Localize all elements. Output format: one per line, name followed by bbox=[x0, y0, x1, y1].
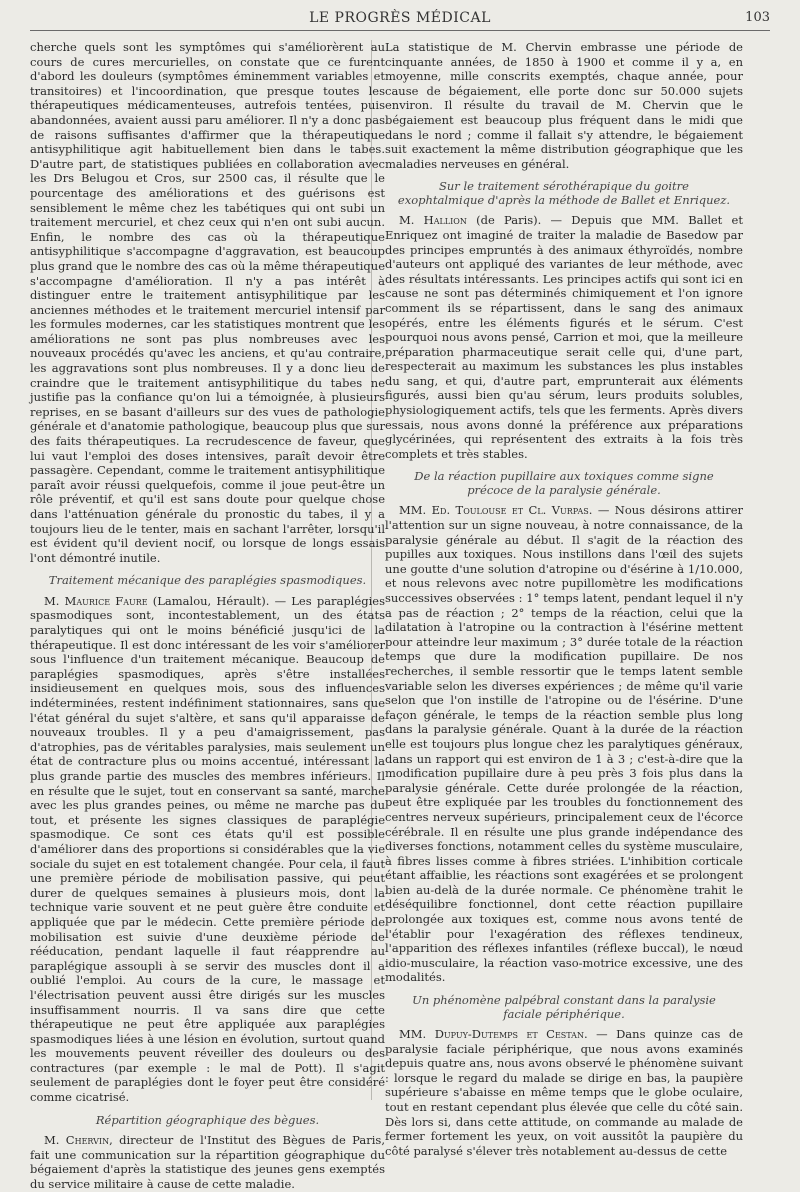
paragraph-text: (de Paris). — Depuis que MM. Ballet et Enriquez ont imaginé de traiter la maladie de Basedow par des principes empruntés à des animaux éthyroïdés, nombre d'auteurs ont appliqué des variantes de leur méthode, avec des résultats intéressants. Les principes actifs qui sont ici en cause ne sont pas déterminés chimiquement et l'on ignore comment ils se répartissent, dans le sang des animaux opérés, entre les éléments figurés et le sérum. C'est pourquoi nous avons pensé, Carrion et moi, que la meilleure préparation pharmaceutique serait celle qui, d'une part, respecterait au maximum les substances les plus instables du sang, et qui, d'autre part, emprunterait aux éléments figurés, aussi bien qu'au sérum, leurs produits solubles, physiologiquement actifs, tels que les ferments. Après divers essais, nous avons donné la préférence aux préparations glycérinées, qui représentent des extraits à la fois très complets et très stables. bbox=[385, 213, 743, 461]
author-name: M. Maurice Faure bbox=[44, 593, 148, 608]
paragraph bbox=[30, 1133, 385, 1191]
running-header bbox=[30, 10, 770, 31]
paragraph-text: (Lamalou, Hérault). — Les paraplégies spasmodiques sont, incontestablement, un des états paralytiques qui ont le moins bénéficié jusqu'ici de la thérapeutique. Il est donc intéressant de les voir s'améliorer sous l'influence d'un traitement mécanique. Beaucoup de paraplégies spasmodiques, après s'être installées insidieusement en quelques mois, sous des influences indéterminées, restent indéfiniment stationnaires, sans que l'état général du sujet s'altère, et sans qu'il apparaisse de nouveaux troubles. Il y a peu d'amaigrissement, pas d'atrophies, pas de véritables paralysies, mais seulement un état de contracture plus ou moins accentué, intéressant la plus grande partie des muscles des membres inférieurs. Il en résulte que le sujet, tout en conservant sa santé, marche avec les plus grandes peines, ou même ne marche pas du tout, et présente les signes classiques de paraplégie spasmodique. Ce sont ces états qu'il est possible d'améliorer dans des proportions si considérables que la vie sociale du sujet en est totalement changée. Pour cela, il faut une première période de mobilisation passive, qui peut durer de quelques semaines à plusieurs mois, dont la technique varie souvent et ne peut guère être conduite et appliquée que par le médecin. Cette première période de mobilisation est suivie d'une deuxième période de rééducation, pendant laquelle il faut réapprendre au paraplégique assoupli à se servir des muscles dont il a oublié l'emploi. Au cours de la cure, le massage et l'électrisation peuvent aussi être dirigés sur les muscles insuffisamment nourris. Il va sans dire que cette thérapeutique ne peut être appliquée aux paraplégies spasmodiques liées à une lésion en évolution, surtout quand les mouvements peuvent réveiller des douleurs ou des contractures (par exemple : le mal de Pott). Il s'agit seulement de paraplégies dont le foyer peut être considéré comme cicatrisé. bbox=[30, 593, 385, 1105]
section-heading: Sur le traitement sérothérapique du goitre exophtalmique d'après la méthode de Ballet et Enriquez. bbox=[397, 179, 731, 207]
section-heading: De la réaction pupillaire aux toxiques comme signe précoce de la paralysie générale. bbox=[414, 469, 714, 497]
paragraph-text: . — Dans quinze cas de paralysie faciale périphérique, que nous avons examinés depuis quatre ans, nous avons observé le phénomène suivant : lorsque le regard du malade se dirige en bas, la paupière supérieure s'abaisse en même temps que le globe oculaire, tout en restant cependant plus élevée que celle du côté sain. Dès lors si, dans cette attitude, on commande au malade de fermer fortement les yeux, on voit aussitôt la paupière du côté paralysé s'élever très notablement au-dessus de cette bbox=[385, 1027, 744, 1158]
page-number: 103 bbox=[745, 10, 770, 25]
section-heading: Répartition géographique des bègues. bbox=[95, 1112, 320, 1127]
paragraph-text: . — Nous désirons attirer l'attention sur un signe nouveau, à notre connaissance, de la paralysie générale au début. Il s'agit de la réaction des pupilles aux toxiques. Nous instillons dans l'œil des sujets une goutte d'une solution d'atropine ou d'ésérine à 1/10.000, et nous relevons avec notre pupillomètre les modifications successives observées : 1° temps latent, pendant lequel il n'y a pas de réaction ; 2° temps de la réaction, celui que la dilatation à l'atropine ou la contraction à l'ésérine mettent pour atteindre leur maximum ; 3° durée totale de la réaction temps que dure la modification pupillaire. De nos recherches, il semble ressortir que le temps latent semble variable selon les diverses expériences ; de même qu'il varie selon que l'on instille de l'atropine ou de l'ésérine. D'une façon générale, le temps de la réaction semble plus long dans la paralysie générale. Quant à la durée de la réaction elle est toujours plus longue chez les paralytiques généraux, dans un rapport qui est environ de 1 à 3 ; c'est-à-dire que la modification pupillaire dure à peu près 3 fois plus dans la paralysie générale. Cette durée prolongée de la réaction, peut être expliquée par les troubles du fonctionnement des centres nerveux supérieurs, principalement ceux de l'écorce cérébrale. Il en résulte une plus grande indépendance des diverses fonctions, notamment celles du système musculaire, à fibres lisses comme à fibres striées. L'inhibition corticale étant affaiblie, les réactions sont exagérées et se prolongent bien au-delà de la durée normale. Ce phénomène trahit le déséquilibre fonctionnel, dont cette réaction pupillaire prolongée aux toxiques est, comme nous avons tenté de l'établir pour l'exagération des réflexes tendineux, l'apparition des réflexes infantiles (réflexe buccal), le nœud idio-musculaire, la réaction vaso-motrice excessive, une des modalités. bbox=[385, 503, 743, 985]
paragraph: cherche quels sont les symptômes qui s'améliorèrent au cours de cures mercurielles, on constate que ce furent d'abord les douleurs (symptômes éminemment variables et transitoires) et l'incoordination, que presque toutes les thérapeutiques médicamenteuses, autrefois tentées, puis abandonnées, avaient aussi paru améliorer. Il n'y a donc pas de raisons suffisantes d'affirmer que la thérapeutique antisyphilitique agit habituellement bien dans le tabes. D'autre part, de statistiques publiées en collaboration avec les Drs Belugou et Cros, sur 2500 cas, il résulte que le pourcentage des améliorations et des guérisons est sensiblement le même chez les tabétiques qui ont subi un traitement mercuriel, et chez ceux qui n'en ont subi aucun. Enfin, le nombre des cas où la thérapeutique antisyphilitique s'accompagne d'aggravation, est beaucoup plus grand que le nombre des cas où la même thérapeutique s'accompagne d'amélioration. Il n'y a pas intérêt à distinguer entre le traitement antisyphilitique par les anciennes méthodes et le traitement mercuriel intensif par les formules modernes, car les statistiques montrent que les améliorations ne sont pas plus nombreuses avec les nouveaux procédés qu'avec les anciens, et qu'au contraire, les aggravations sont plus nombreuses. Il y a donc lieu de craindre que le traitement antisyphilitique du tabes ne justifie pas la confiance qu'on lui a témoignée, à plusieurs reprises, en se basant d'ailleurs sur des vues de pathologie générale et d'anatomie pathologique, beaucoup plus que sur des faits thérapeutiques. La recrudescence de faveur, que lui vaut l'emploi des doses intensives, paraît devoir être passagère. Cependant, comme le traitement antisyphilitique paraît avoir réussi quelquefois, comme il joue peut-être un rôle préventif, et qu'il est sans doute pour quelque chose dans l'atténuation générale du pronostic du tabes, il y a toujours lieu de le tenter, mais en sachant l'arrêter, lorsqu'il est évident qu'il devient nocif, ou lorsque de longs essais l'ont démontré inutile. bbox=[30, 40, 385, 565]
paragraph: La statistique de M. Chervin embrasse une période de cinquante années, de 1850 à 1900 et comme il y a, en moyenne, mille conscrits exemptés, chaque année, pour cause de bégaiement, elle porte donc sur 50.000 sujets environ. Il résulte du travail de M. Chervin que le bégaiement est beaucoup plus fréquent dans le midi que dans le nord ; comme il fallait s'y attendre, le bégaiement suit exactement la même distribution géographique que les maladies nerveuses en général. bbox=[385, 40, 743, 171]
right-column bbox=[385, 40, 743, 1158]
paragraph bbox=[385, 503, 743, 985]
paragraph bbox=[30, 594, 385, 1105]
section-heading: Traitement mécanique des paraplégies spasmodiques. bbox=[48, 573, 367, 588]
journal-title: LE PROGRÈS MÉDICAL bbox=[309, 10, 491, 26]
paragraph bbox=[385, 1027, 743, 1158]
author-name: M. Hallion bbox=[399, 213, 467, 228]
author-name: MM. Dupuy-Dutemps et Cestan bbox=[399, 1027, 584, 1042]
paragraph bbox=[385, 213, 743, 461]
paragraph-text: , directeur de l'Institut des Bègues de Paris, fait une communication sur la répartition géographique du bégaiement d'après la statistique des jeunes gens exemptés du service militaire à cause de cette maladie. bbox=[30, 1133, 385, 1191]
author-name: MM. Ed. Toulouse et Cl. Vurpas bbox=[399, 503, 589, 518]
section-heading: Un phénomène palpébral constant dans la paralysie faciale périphérique. bbox=[412, 993, 716, 1021]
left-column bbox=[30, 40, 385, 1192]
author-name: M. Chervin bbox=[44, 1133, 110, 1148]
